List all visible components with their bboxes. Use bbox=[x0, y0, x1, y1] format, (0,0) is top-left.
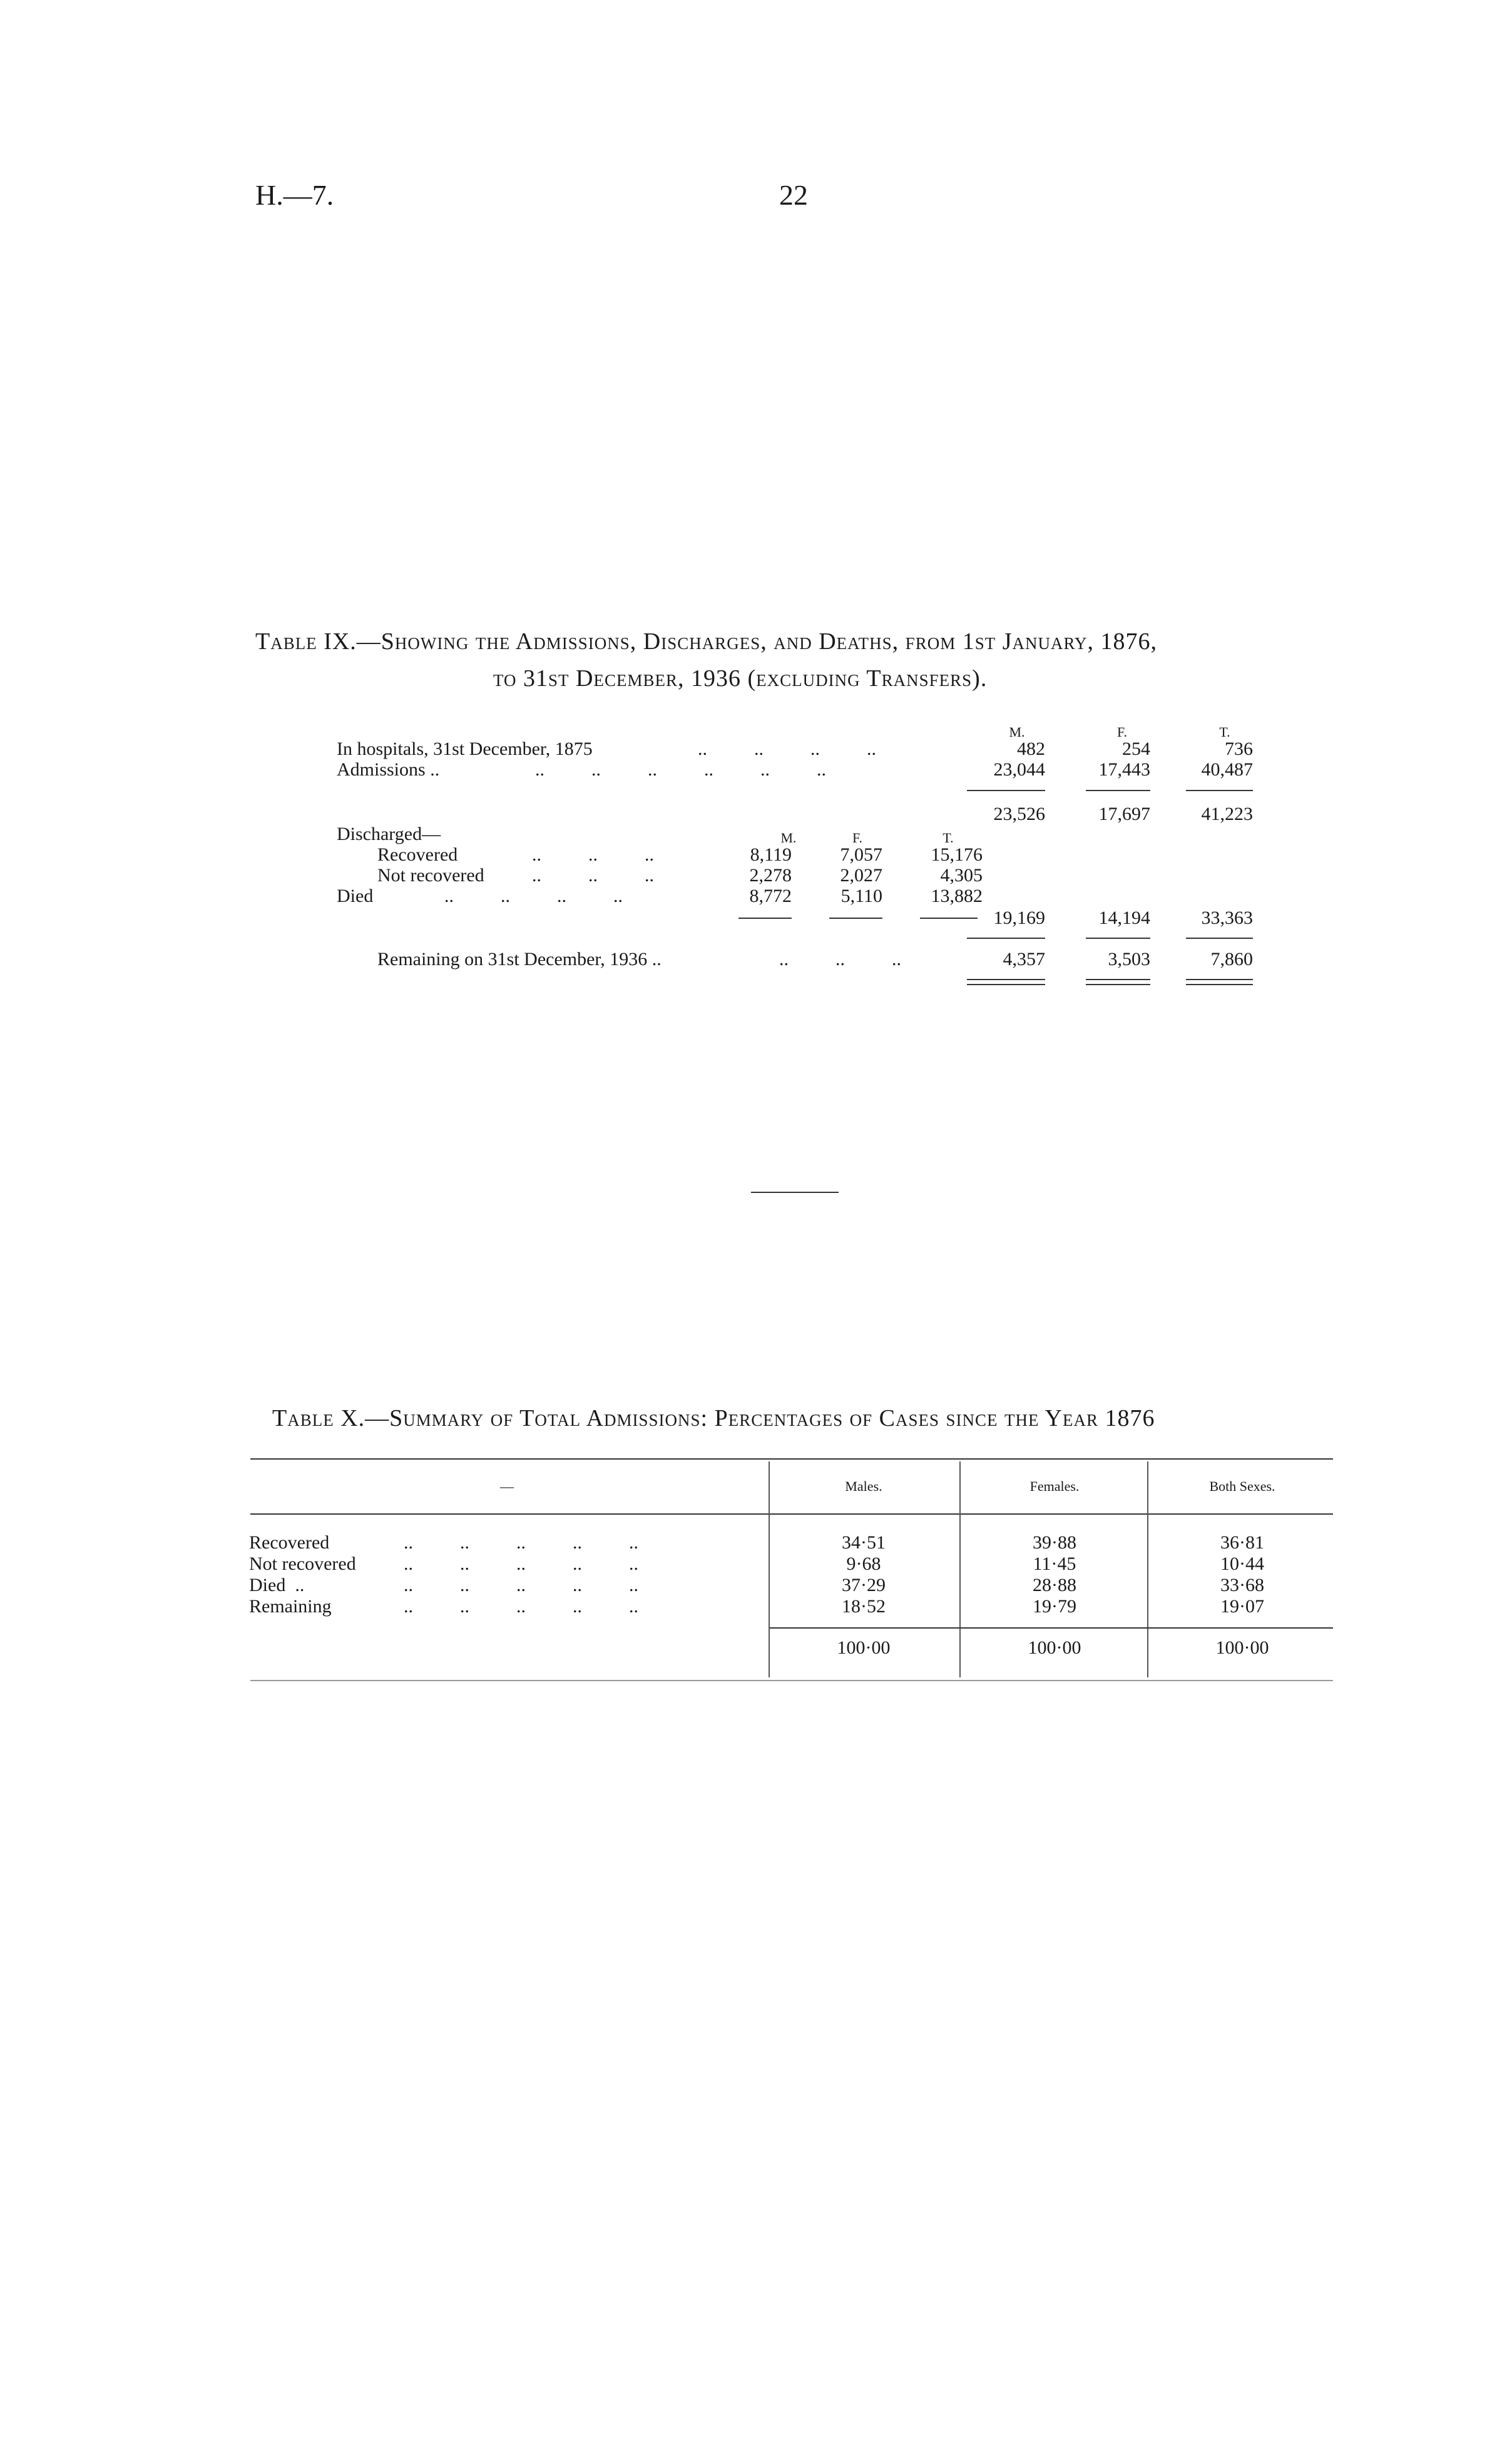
row-dots: .. .. .. bbox=[532, 865, 654, 886]
row-dots: .. .. .. .. bbox=[444, 886, 623, 906]
rule bbox=[1186, 938, 1253, 939]
total-females: 100·00 bbox=[1028, 1637, 1081, 1658]
rule bbox=[1186, 979, 1253, 980]
admissions-m: 23,044 bbox=[993, 759, 1045, 780]
not-recovered-label: Not recovered bbox=[377, 865, 484, 886]
row-label-remaining: Remaining bbox=[249, 1596, 332, 1617]
discharged-label: Discharged— bbox=[337, 824, 441, 844]
table-x-bottom-rule bbox=[250, 1680, 1333, 1681]
remaining-f: 3,503 bbox=[1108, 949, 1150, 970]
not-recovered-f: 2,027 bbox=[840, 865, 882, 886]
remaining-males: 18·52 bbox=[842, 1596, 886, 1617]
rule bbox=[738, 918, 792, 919]
total-males: 100·00 bbox=[837, 1637, 891, 1658]
col-head-f: F. bbox=[1117, 724, 1127, 740]
totals2-f: 14,194 bbox=[1098, 908, 1150, 928]
col-head-both-sexes: Both Sexes. bbox=[1209, 1478, 1275, 1494]
in-hospitals-m: 482 bbox=[1017, 739, 1045, 759]
not-recovered-both: 10·44 bbox=[1220, 1553, 1264, 1574]
rule bbox=[1086, 790, 1150, 791]
rule bbox=[1086, 984, 1150, 985]
col-head-males: Males. bbox=[845, 1478, 882, 1494]
rule bbox=[1086, 979, 1150, 980]
remaining-females: 19·79 bbox=[1033, 1596, 1076, 1617]
rule bbox=[1186, 984, 1253, 985]
rule bbox=[829, 918, 882, 919]
died-label: Died bbox=[337, 886, 374, 906]
page-number: 22 bbox=[779, 179, 808, 211]
row-dots: .. .. .. bbox=[532, 844, 654, 865]
recovered-both: 36·81 bbox=[1220, 1532, 1264, 1553]
remaining-label: Remaining on 31st December, 1936 .. bbox=[377, 949, 662, 970]
row-dots: .. .. .. .. .. bbox=[404, 1596, 638, 1617]
died-t: 13,882 bbox=[931, 886, 983, 906]
died-both: 33·68 bbox=[1220, 1575, 1264, 1595]
inner-col-head-f: F. bbox=[852, 830, 862, 846]
not-recovered-females: 11·45 bbox=[1033, 1553, 1076, 1574]
row-label-not-recovered: Not recovered bbox=[249, 1553, 356, 1574]
rule bbox=[967, 938, 1045, 939]
rule bbox=[967, 984, 1045, 985]
inner-col-head-t: T. bbox=[942, 830, 954, 846]
table-x-title: Table X.—Summary of Total Admissions: Percentages of Cases since the Year 1876 bbox=[272, 1405, 1155, 1431]
table-ix-title-line2: to 31st December, 1936 (excluding Transfers). bbox=[493, 665, 988, 692]
table-x-top-rule bbox=[250, 1458, 1333, 1460]
in-hospitals-f: 254 bbox=[1122, 739, 1150, 759]
recovered-label: Recovered bbox=[377, 844, 458, 865]
remaining-m: 4,357 bbox=[1003, 949, 1045, 970]
rule bbox=[1086, 938, 1150, 939]
rule bbox=[967, 979, 1045, 980]
not-recovered-t: 4,305 bbox=[940, 865, 983, 886]
table-x-head-dash: — bbox=[500, 1478, 514, 1494]
recovered-t: 15,176 bbox=[931, 844, 983, 865]
remaining-t: 7,860 bbox=[1210, 949, 1253, 970]
total-both: 100·00 bbox=[1215, 1637, 1269, 1658]
in-hospitals-label: In hospitals, 31st December, 1875 bbox=[337, 739, 593, 759]
died-f: 5,110 bbox=[840, 886, 882, 906]
totals1-m: 23,526 bbox=[993, 804, 1045, 824]
table-x-head-rule bbox=[250, 1513, 1333, 1515]
totals1-t: 41,223 bbox=[1201, 804, 1253, 824]
totals1-f: 17,697 bbox=[1098, 804, 1150, 824]
col-head-m: M. bbox=[1009, 724, 1025, 740]
totals2-m: 19,169 bbox=[993, 908, 1045, 928]
recovered-m: 8,119 bbox=[750, 844, 792, 865]
recovered-f: 7,057 bbox=[840, 844, 882, 865]
section-separator bbox=[751, 1192, 839, 1193]
not-recovered-males: 9·68 bbox=[846, 1553, 881, 1574]
died-m: 8,772 bbox=[749, 886, 792, 906]
recovered-females: 39·88 bbox=[1033, 1532, 1076, 1553]
col-head-females: Females. bbox=[1029, 1478, 1080, 1494]
rule bbox=[1186, 790, 1253, 791]
admissions-f: 17,443 bbox=[1098, 759, 1150, 780]
row-dots: .. .. .. bbox=[779, 949, 901, 970]
row-label-died: Died .. bbox=[249, 1575, 305, 1595]
rule bbox=[967, 790, 1045, 791]
remaining-both: 19·07 bbox=[1220, 1596, 1264, 1617]
admissions-t: 40,487 bbox=[1201, 759, 1253, 780]
row-dots: .. .. .. .. .. bbox=[404, 1575, 638, 1595]
died-males: 37·29 bbox=[842, 1575, 886, 1595]
inner-col-head-m: M. bbox=[780, 830, 797, 846]
in-hospitals-t: 736 bbox=[1225, 739, 1253, 759]
row-dots: .. .. .. .. bbox=[698, 739, 876, 759]
totals-rule bbox=[770, 1627, 1333, 1629]
row-dots: .. .. .. .. .. .. bbox=[535, 759, 826, 780]
page-header-left: H.—7. bbox=[255, 179, 334, 211]
not-recovered-m: 2,278 bbox=[749, 865, 792, 886]
col-head-t: T. bbox=[1219, 724, 1230, 740]
table-ix-title-line1: Table IX.—Showing the Admissions, Discharges, and Deaths, from 1st January, 1876, bbox=[255, 628, 1158, 655]
admissions-label: Admissions .. bbox=[337, 759, 440, 780]
row-dots: .. .. .. .. .. bbox=[404, 1553, 638, 1574]
recovered-males: 34·51 bbox=[842, 1532, 886, 1553]
row-label-recovered: Recovered bbox=[249, 1532, 330, 1553]
died-females: 28·88 bbox=[1033, 1575, 1076, 1595]
row-dots: .. .. .. .. .. bbox=[404, 1532, 638, 1553]
totals2-t: 33,363 bbox=[1201, 908, 1253, 928]
